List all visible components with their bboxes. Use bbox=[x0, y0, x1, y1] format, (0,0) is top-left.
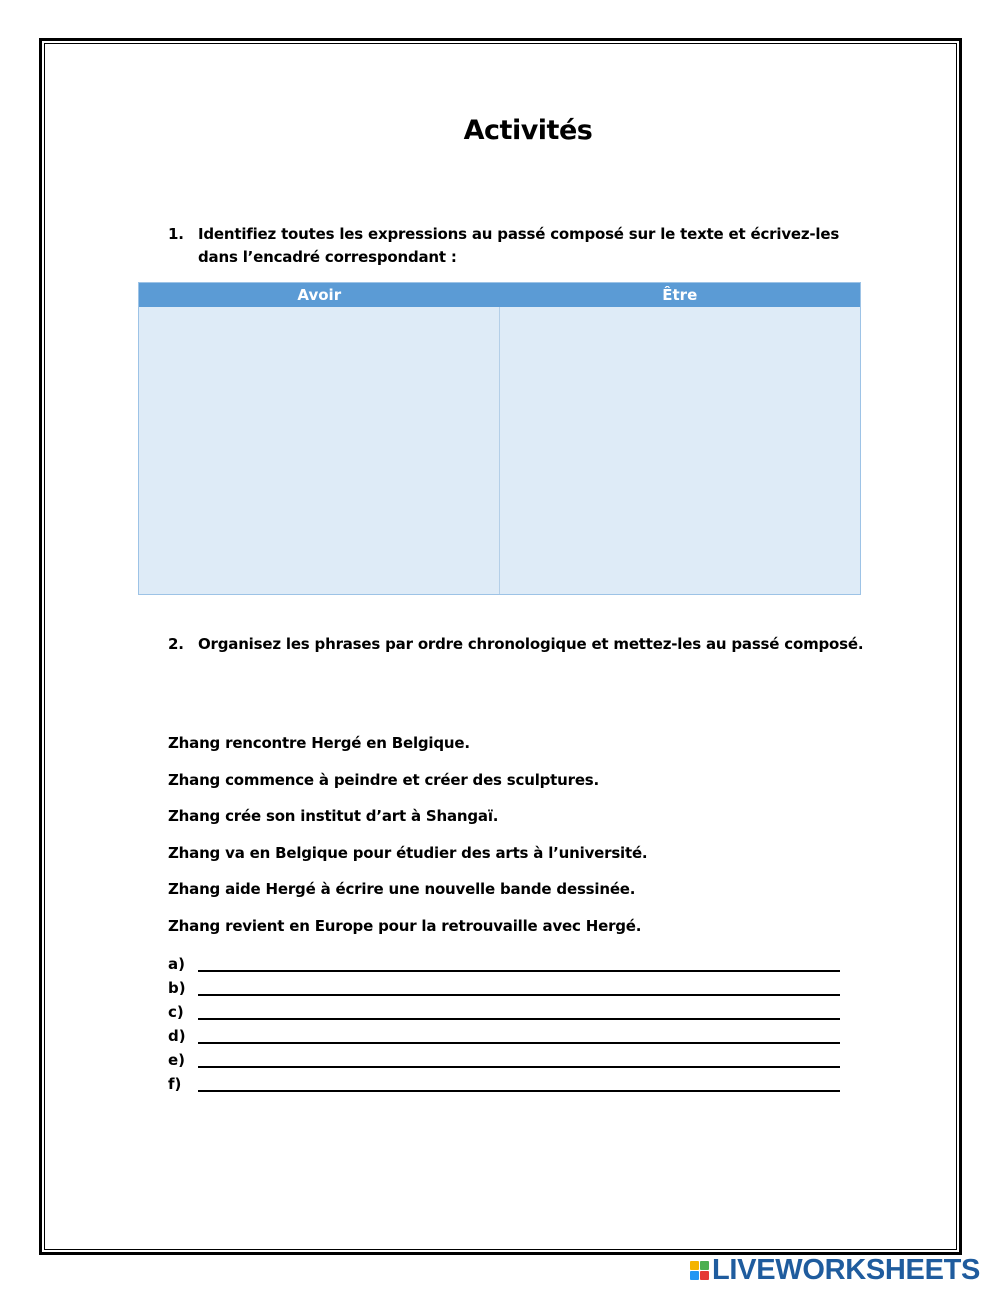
table-header-avoir: Avoir bbox=[297, 286, 342, 304]
answer-row-e bbox=[168, 1050, 848, 1074]
page-title: Activités bbox=[463, 115, 593, 146]
question-2-text: Organisez les phrases par ordre chronologique et mettez-les au passé composé. bbox=[198, 635, 864, 653]
logo-square-1 bbox=[690, 1261, 699, 1270]
question-2-number: 2. bbox=[168, 635, 184, 653]
liveworksheets-brand bbox=[690, 1255, 980, 1285]
answer-line-f[interactable] bbox=[198, 1090, 840, 1092]
sentence-item: Zhang commence à peindre et créer des sculptures. bbox=[168, 770, 600, 789]
sentence-list bbox=[168, 731, 868, 951]
sentence-item: Zhang va en Belgique pour étudier des arts à l’université. bbox=[168, 843, 648, 862]
brand-name: LIVEWORKSHEETS bbox=[712, 1253, 981, 1286]
answer-line-e[interactable] bbox=[198, 1066, 840, 1068]
question-1-number: 1. bbox=[168, 225, 184, 243]
answer-line-b[interactable] bbox=[198, 994, 840, 996]
answer-label: c) bbox=[168, 1003, 184, 1021]
avoir-answer-box[interactable] bbox=[139, 307, 500, 594]
sentence-item: Zhang rencontre Hergé en Belgique. bbox=[168, 734, 470, 752]
logo-square-3 bbox=[690, 1271, 699, 1280]
sentence-item: Zhang aide Hergé à écrire une nouvelle bande dessinée. bbox=[168, 880, 636, 899]
answer-line-a[interactable] bbox=[198, 970, 840, 972]
logo-square-2 bbox=[700, 1261, 709, 1270]
logo-square-4 bbox=[700, 1271, 709, 1280]
answer-row-d bbox=[168, 1026, 848, 1050]
answer-label: f) bbox=[168, 1075, 182, 1093]
answer-row-c bbox=[168, 1002, 848, 1026]
question-2 bbox=[168, 633, 868, 656]
table-body-row bbox=[139, 307, 860, 594]
question-1-text: Identifiez toutes les expressions au passé composé sur le texte et écrivez-les dans l’encadré correspondant : bbox=[198, 225, 840, 266]
question-1 bbox=[168, 223, 868, 269]
answer-line-d[interactable] bbox=[198, 1042, 840, 1044]
table-header-row bbox=[139, 283, 860, 307]
answer-label: b) bbox=[168, 979, 186, 997]
passe-compose-table bbox=[138, 282, 861, 595]
answer-label: a) bbox=[168, 955, 185, 973]
etre-answer-box[interactable] bbox=[500, 307, 860, 594]
liveworksheets-logo-icon bbox=[690, 1261, 709, 1280]
answer-row-a bbox=[168, 954, 848, 978]
sentence-item: Zhang revient en Europe pour la retrouvaille avec Hergé. bbox=[168, 916, 642, 935]
answer-row-f bbox=[168, 1074, 848, 1098]
answer-label: d) bbox=[168, 1027, 186, 1045]
sentence-item: Zhang crée son institut d’art à Shangaï. bbox=[168, 807, 499, 826]
table-header-etre: Être bbox=[662, 286, 698, 304]
answer-label: e) bbox=[168, 1051, 186, 1069]
answer-line-c[interactable] bbox=[198, 1018, 840, 1020]
answer-row-b bbox=[168, 978, 848, 1002]
answer-list bbox=[168, 954, 848, 1098]
